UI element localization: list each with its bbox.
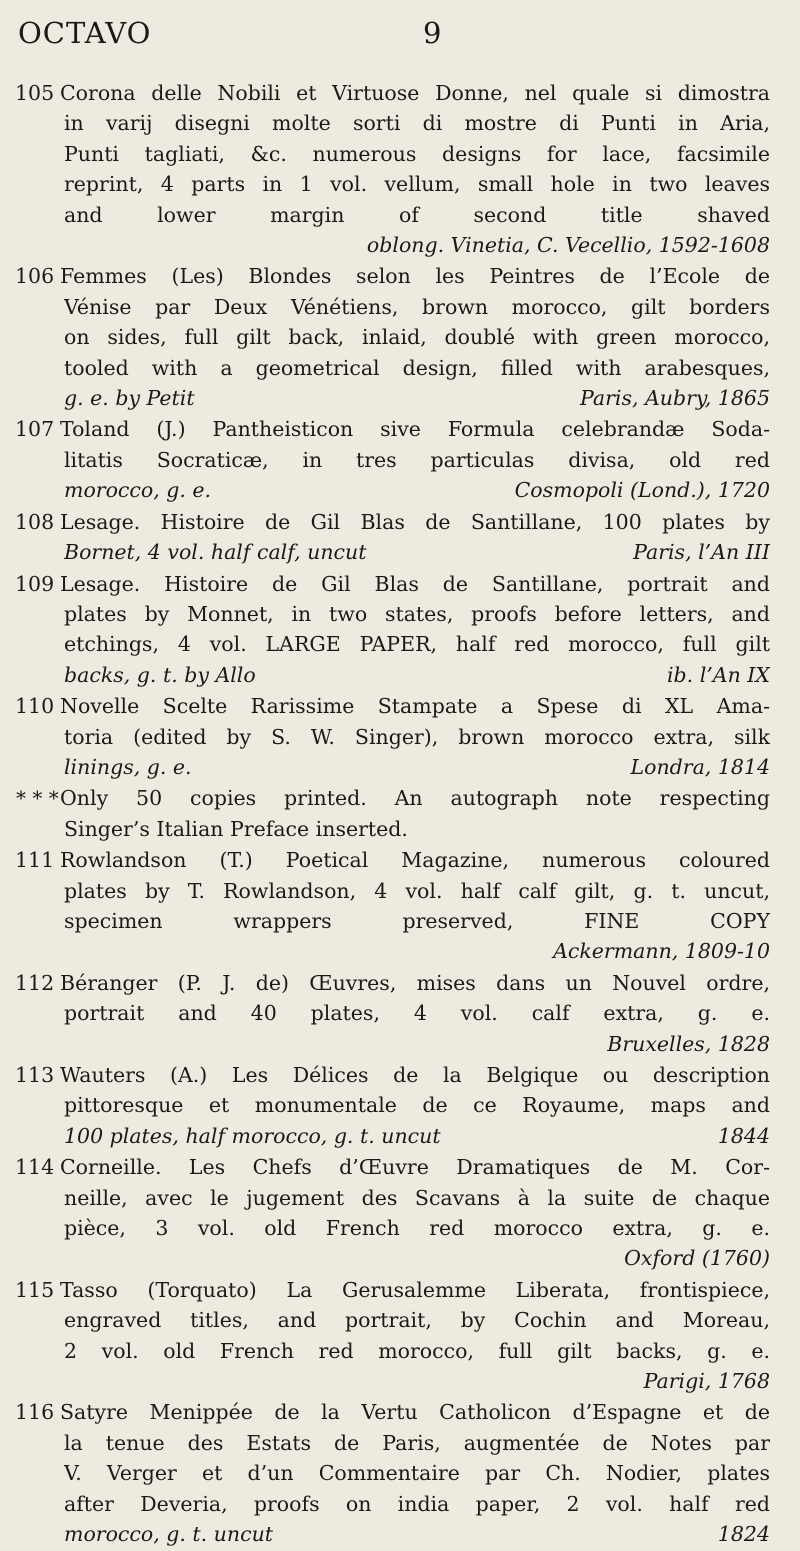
entry-line: portrait and 40 plates, 4 vol. calf extra, g. e. xyxy=(64,1001,770,1026)
entry-line: toria (edited by S. W. Singer), brown morocco extra, silk xyxy=(64,724,770,749)
entry-line-with-imprint xyxy=(64,752,770,782)
entry-line: Corneille. Les Chefs d’Œuvre Dramatiques de M. Cor- xyxy=(60,1155,770,1180)
running-head: OCTAVO xyxy=(18,16,152,50)
binding-text: morocco, g. e. xyxy=(64,478,212,503)
catalogue-entry xyxy=(0,569,800,691)
entry-line: Corona delle Nobili et Virtuose Donne, nel quale si dimostra xyxy=(60,81,770,105)
entry-line: Wauters (A.) Les Délices de la Belgique ou description xyxy=(60,1063,770,1087)
entry-line: plates by Monnet, in two states, proofs before letters, and xyxy=(64,601,770,626)
entry-line: Lesage. Histoire de Gil Blas de Santillane, portrait and xyxy=(60,571,770,596)
entry-line: tooled with a geometrical design, filled with arabesques, xyxy=(64,355,770,380)
catalogue-entry xyxy=(0,414,800,505)
catalogue-entry xyxy=(0,261,800,413)
imprint-text: Londra, 1814 xyxy=(630,754,770,779)
lot-number: 110 xyxy=(15,694,55,719)
lot-number: 115 xyxy=(15,1277,55,1302)
imprint-line: oblong. Vinetia, C. Vecellio, 1592-1608 xyxy=(366,233,770,258)
imprint-line: Bruxelles, 1828 xyxy=(607,1031,770,1056)
lot-number: 105 xyxy=(15,81,55,105)
entry-line: specimen wrappers preserved, FINE COPY xyxy=(64,908,770,933)
lot-number: 109 xyxy=(15,571,55,596)
entry-line: engraved titles, and portrait, by Cochin and Moreau, xyxy=(64,1308,770,1333)
entry-line-with-imprint xyxy=(64,1121,770,1151)
entry-line-with-imprint xyxy=(64,537,770,567)
imprint-text: ib. l’An IX xyxy=(666,662,770,687)
entry-line: Tasso (Torquato) La Gerusalemme Liberata, frontispiece, xyxy=(60,1277,770,1302)
catalogue-entry xyxy=(0,1397,800,1549)
entry-line: in varij disegni molte sorti di mostre di Punti in Aria, xyxy=(64,111,770,136)
asterism: * * * xyxy=(16,786,59,811)
entry-line-with-imprint xyxy=(64,660,770,690)
entry-line: reprint, 4 parts in 1 vol. vellum, small hole in two leaves xyxy=(64,172,770,197)
binding-text: Bornet, 4 vol. half calf, uncut xyxy=(64,540,367,565)
lot-number: 108 xyxy=(15,509,55,534)
imprint-text: Paris, Aubry, 1865 xyxy=(580,386,770,411)
lot-number: 112 xyxy=(15,970,55,995)
entry-line-with-imprint xyxy=(64,1519,770,1549)
page-header xyxy=(18,16,782,56)
entry-line: pièce, 3 vol. old French red morocco extra, g. e. xyxy=(64,1216,770,1241)
entry-line: Punti tagliati, &c. numerous designs for lace, facsimile xyxy=(64,141,770,166)
entry-line-with-imprint xyxy=(64,475,770,505)
imprint-text: Cosmopoli (Lond.), 1720 xyxy=(514,478,770,503)
entry-line: Singer’s Italian Preface inserted. xyxy=(64,816,408,841)
imprint-line: Ackermann, 1809-10 xyxy=(553,939,770,964)
imprint-line: Oxford (1760) xyxy=(624,1246,770,1271)
catalogue-entry xyxy=(0,1152,800,1274)
catalogue-note xyxy=(0,783,800,844)
entry-line: neille, avec le jugement des Scavans à la suite de chaque xyxy=(64,1185,770,1210)
catalogue-entry xyxy=(0,691,800,782)
binding-text: morocco, g. t. uncut xyxy=(64,1522,274,1547)
catalogue-entries xyxy=(0,78,800,1551)
binding-text: linings, g. e. xyxy=(64,754,192,779)
entry-line: etchings, 4 vol. LARGE PAPER, half red morocco, full gilt xyxy=(64,632,770,657)
imprint-line: Parigi, 1768 xyxy=(643,1369,770,1394)
entry-line: Only 50 copies printed. An autograph note respecting xyxy=(60,786,770,811)
entry-line: Rowlandson (T.) Poetical Magazine, numerous coloured xyxy=(60,848,770,873)
catalogue-entry xyxy=(0,1060,800,1151)
lot-number: 107 xyxy=(15,417,55,442)
lot-number: 113 xyxy=(15,1063,55,1087)
lot-number: 116 xyxy=(15,1400,55,1425)
entry-line: and lower margin of second title shaved xyxy=(64,202,770,227)
entry-line: plates by T. Rowlandson, 4 vol. half calf gilt, g. t. uncut, xyxy=(64,878,770,903)
lot-number: 114 xyxy=(15,1155,55,1180)
entry-line: litatis Socraticæ, in tres particulas divisa, old red xyxy=(64,447,770,472)
catalogue-entry xyxy=(0,507,800,568)
entry-line-with-imprint xyxy=(64,383,770,413)
entry-line: Béranger (P. J. de) Œuvres, mises dans un Nouvel ordre, xyxy=(60,970,770,995)
entry-line: after Deveria, proofs on india paper, 2 vol. half red xyxy=(64,1491,770,1516)
catalogue-entry xyxy=(0,78,800,260)
entry-line: on sides, full gilt back, inlaid, doublé with green morocco, xyxy=(64,325,770,350)
entry-line: Vénise par Deux Vénétiens, brown morocco, gilt borders xyxy=(64,294,770,319)
lot-number: 106 xyxy=(15,264,55,289)
lot-number: 111 xyxy=(15,848,55,873)
catalogue-entry xyxy=(0,845,800,967)
entry-line: Satyre Menippée de la Vertu Catholicon d’Espagne et de xyxy=(60,1400,770,1425)
entry-line: V. Verger et d’un Commentaire par Ch. Nodier, plates xyxy=(64,1461,770,1486)
imprint-text: Paris, l’An III xyxy=(633,540,770,565)
entry-line: Lesage. Histoire de Gil Blas de Santillane, 100 plates by xyxy=(60,509,770,534)
entry-line: la tenue des Estats de Paris, augmentée de Notes par xyxy=(64,1430,770,1455)
binding-text: g. e. by Petit xyxy=(64,386,195,411)
entry-line: pittoresque et monumentale de ce Royaume, maps and xyxy=(64,1093,770,1118)
entry-line: Novelle Scelte Rarissime Stampate a Spese di XL Ama- xyxy=(60,694,770,719)
page-number: 9 xyxy=(423,16,443,50)
entry-line: Toland (J.) Pantheisticon sive Formula celebrandæ Soda- xyxy=(60,417,770,442)
binding-text: 100 plates, half morocco, g. t. uncut xyxy=(64,1123,441,1148)
catalogue-entry xyxy=(0,1275,800,1397)
entry-line: 2 vol. old French red morocco, full gilt backs, g. e. xyxy=(64,1338,770,1363)
catalogue-entry xyxy=(0,968,800,1059)
imprint-text: 1844 xyxy=(717,1123,770,1148)
binding-text: backs, g. t. by Allo xyxy=(64,662,256,687)
entry-line: Femmes (Les) Blondes selon les Peintres de l’Ecole de xyxy=(60,264,770,289)
imprint-text: 1824 xyxy=(717,1522,770,1547)
